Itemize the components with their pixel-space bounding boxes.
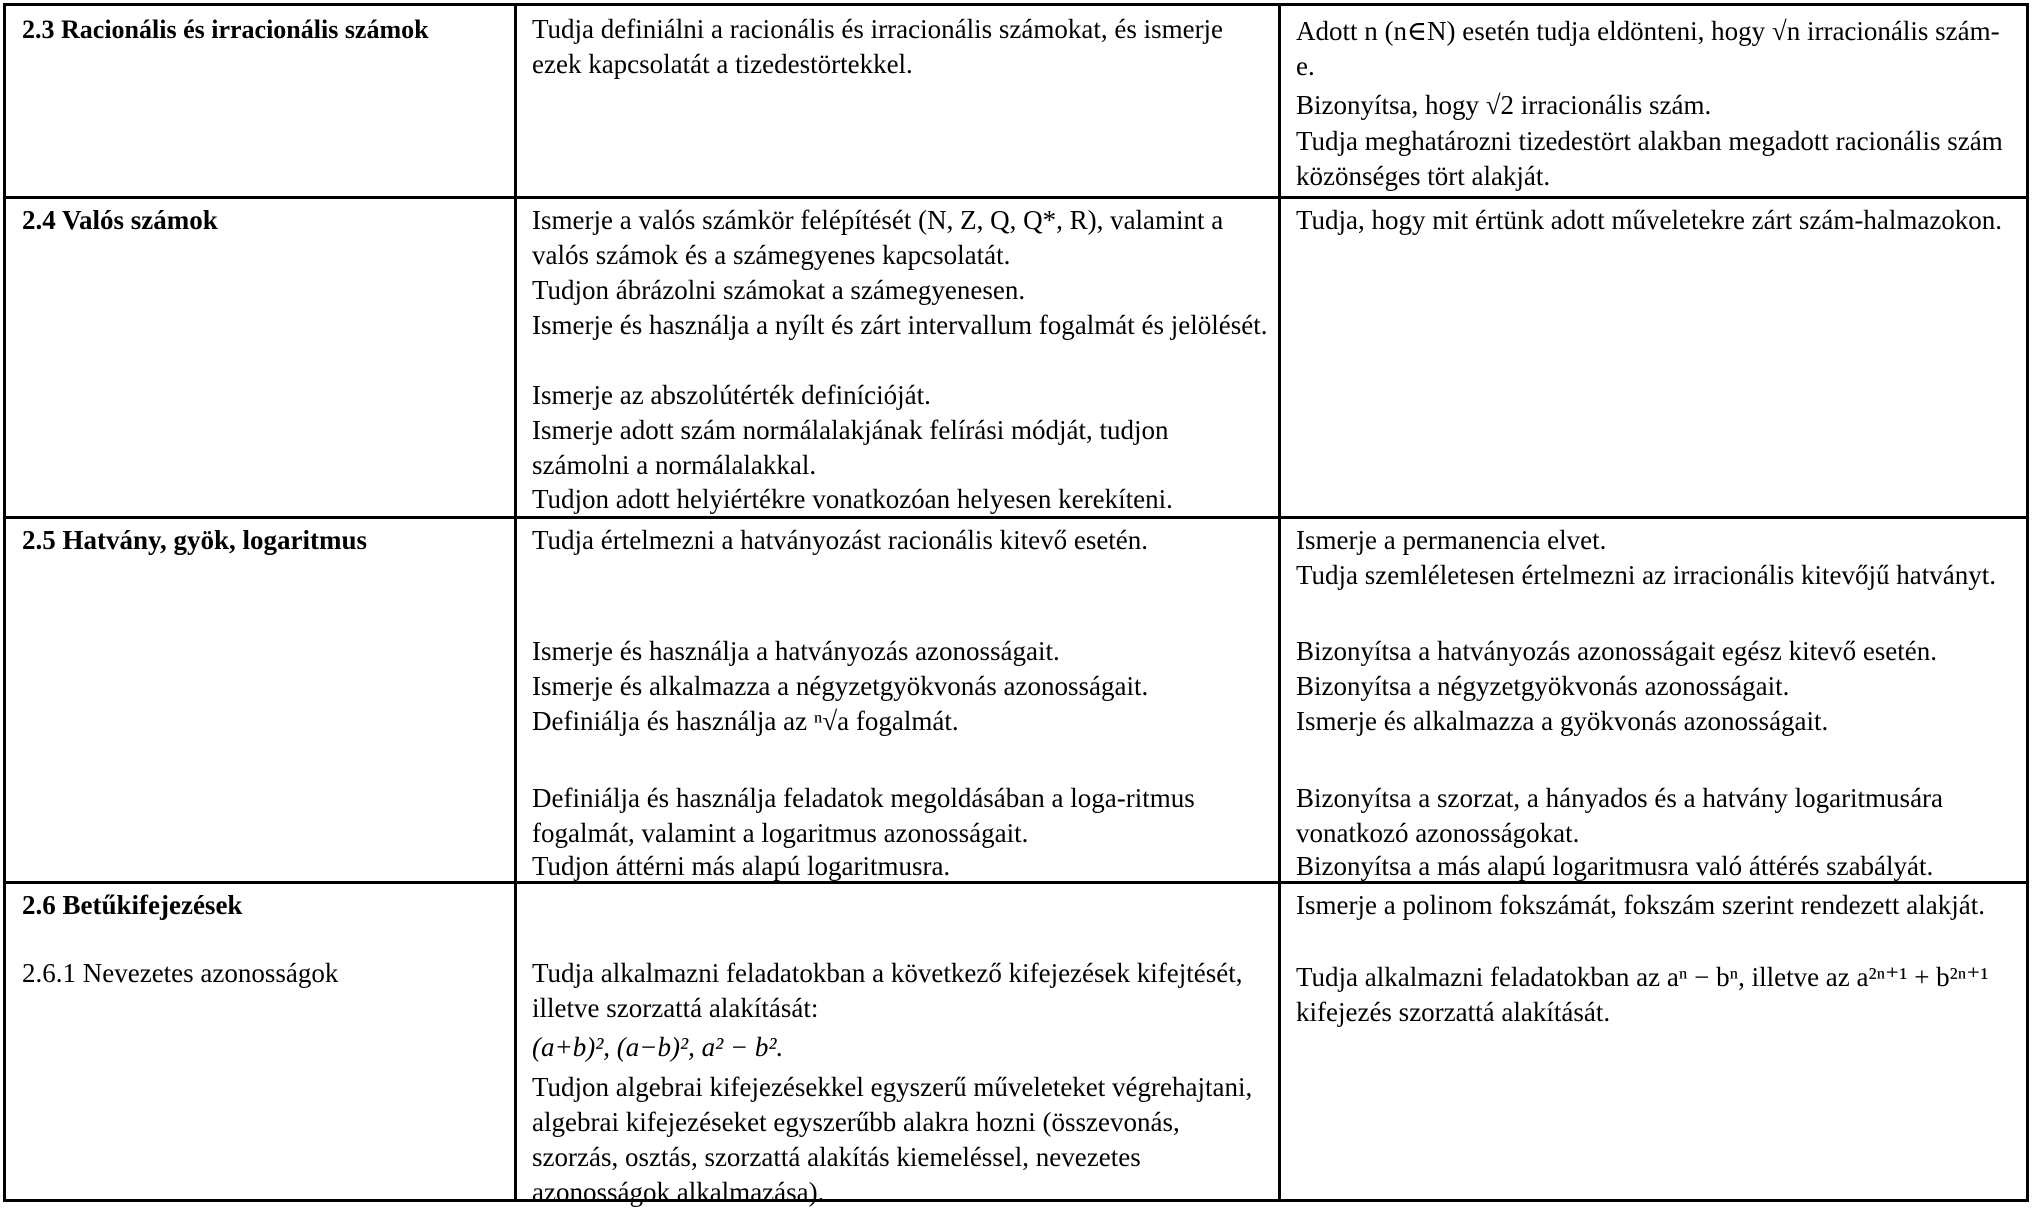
curriculum-table [3,3,2029,1207]
table-row [6,196,2026,516]
requirement-text: Definiálja és használja feladatok megoldásában a loga-ritmus fogalmát, valamint a logaritmus azonosságait. [532,783,1195,848]
advanced-level-cell [1278,884,2026,1199]
formula-text: (a+b)², (a−b)², a² − b². [532,1032,784,1062]
requirement-text: Ismerje adott szám normálalakjának felírási módját, tudjon számolni a normálalakkal. [532,415,1169,480]
requirement-text: Bizonyítsa a szorzat, a hányados és a hatvány logaritmusára vonatkozó azonosságokat. [1296,783,1944,848]
section-title: 2.6 Betűkifejezések [22,890,243,920]
section-title: 2.4 Valós számok [22,205,218,235]
requirement-text: Tudjon áttérni más alapú logaritmusra. [532,851,951,881]
advanced-level-cell [1278,519,2026,881]
requirement-text: Tudja értelmezni a hatványozást racionális kitevő esetén. [532,525,1149,555]
subsection-title: 2.6.1 Nevezetes azonosságok [22,958,339,988]
requirement-text: Ismerje és használja a nyílt és zárt intervallum fogalmát és jelölését. [532,310,1268,340]
requirement-text: Tudja meghatározni tizedestört alakban megadott racionális szám közönséges tört alakját. [1296,126,2003,191]
basic-level-cell [514,884,1278,1207]
requirement-text: Ismerje és használja a hatványozás azonosságait. [532,636,1060,666]
requirement-text: Bizonyítsa a négyzetgyökvonás azonosságait. [1296,671,1790,701]
basic-level-cell [514,6,1278,196]
topic-cell [6,6,514,196]
section-title: 2.5 Hatvány, gyök, logaritmus [22,525,368,555]
requirement-text: Tudjon algebrai kifejezésekkel egyszerű műveleteket végrehajtani, algebrai kifejezéseket egyszerűbb alakra hozni (összevonás, szorzás, osztás, szorzattá alakítás kiemeléssel, nevezetes azonosságok alkalmazása). [532,1072,1253,1207]
topic-cell [6,884,514,1199]
requirement-text: Tudja definiálni a racionális és irracionális számokat, és ismerje ezek kapcsolatát a tizedestörtekkel. [532,14,1224,79]
table-row [6,881,2026,1207]
requirement-text: Bizonyítsa, hogy √2 irracionális szám. [1296,90,1712,120]
requirement-text: Ismerje a valós számkör felépítését (N, Z, Q, Q*, R), valamint a valós számok és a számegyenes kapcsolatát. [532,205,1224,270]
requirement-text: Tudjon adott helyiértékre vonatkozóan helyesen kerekíteni. [532,484,1173,514]
requirement-text: Adott n (n∈N) esetén tudja eldönteni, hogy √n irracionális szám-e. [1296,16,2000,81]
requirement-text: Ismerje a polinom fokszámát, fokszám szerint rendezett alakját. [1296,890,1985,920]
requirement-text: Ismerje a permanencia elvet. [1296,525,1607,555]
section-title: 2.3 Racionális és irracionális számok [22,15,429,44]
requirement-text: Ismerje az abszolútérték definícióját. [532,380,931,410]
requirement-text: Tudja, hogy mit értünk adott műveletekre zárt szám-halmazokon. [1296,205,2003,235]
requirement-text: Tudja szemléletesen értelmezni az irracionális kitevőjű hatványt. [1296,560,1997,590]
requirement-text: Tudja alkalmazni feladatokban az aⁿ − bⁿ, illetve az a²ⁿ⁺¹ + b²ⁿ⁺¹ kifejezés szorzattá alakítását. [1296,962,1989,1027]
table-row [6,6,2026,196]
requirement-text: Tudjon ábrázolni számokat a számegyenesen. [532,275,1026,305]
advanced-level-cell [1278,6,2026,196]
basic-level-cell [514,519,1278,881]
topic-cell [6,519,514,881]
table-row [6,516,2026,881]
topic-cell [6,199,514,516]
requirement-text: Bizonyítsa a hatványozás azonosságait egész kitevő esetén. [1296,636,1938,666]
requirement-text: Bizonyítsa a más alapú logaritmusra való áttérés szabályát. [1296,851,1934,881]
requirement-text: Ismerje és alkalmazza a négyzetgyökvonás azonosságait. [532,671,1149,701]
requirement-text: Tudja alkalmazni feladatokban a következő kifejezések kifejtését, illetve szorzattá alakítását: [532,958,1243,1023]
requirement-text: Ismerje és alkalmazza a gyökvonás azonosságait. [1296,706,1829,736]
advanced-level-cell [1278,199,2026,516]
basic-level-cell [514,199,1278,516]
requirement-text: Definiálja és használja az ⁿ√a fogalmát. [532,706,959,736]
